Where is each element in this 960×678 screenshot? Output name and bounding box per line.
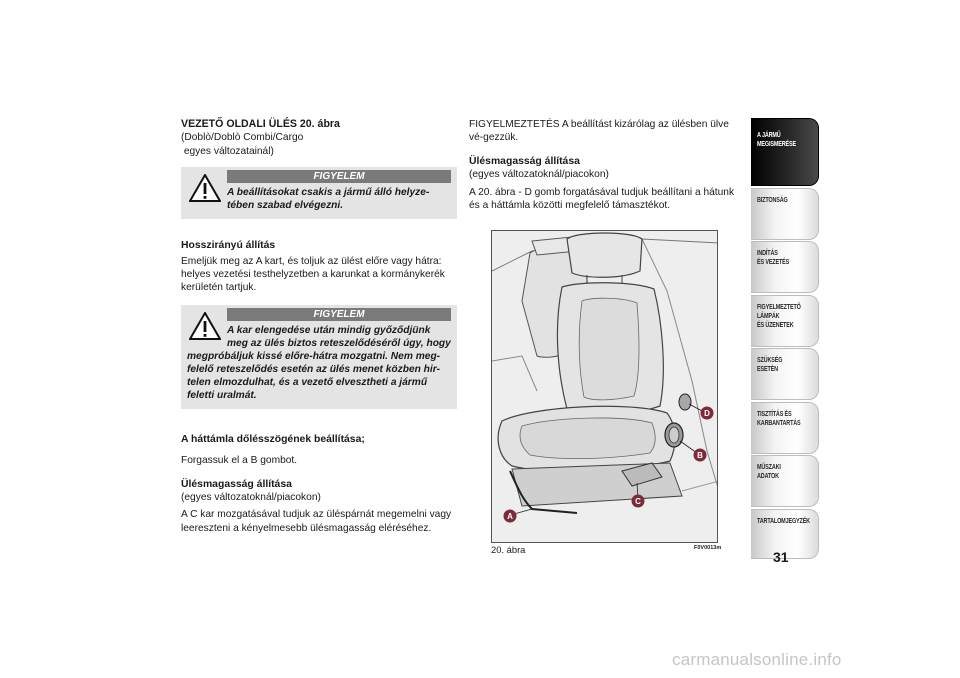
watermark: carmanualsonline.info [672, 650, 842, 669]
height-title-right: Ülésmagasság állítása [469, 155, 580, 167]
height-subtitle: (egyes változatoknál/piacokon) [181, 492, 321, 504]
longitudinal-text: Emeljük meg az A kart, és toljuk az ülést előre vagy hátra: helyes vezetési testhelyzetben a karunkat a kormánykerék kerületén tartjuk. [181, 255, 445, 294]
warning-text: A beállításokat csakis a jármű álló helyze- tében szabad elvégezni. [227, 187, 430, 212]
tab-technical-data[interactable]: MŰSZAKI ADATOK [751, 455, 819, 507]
seat-illustration [492, 231, 718, 543]
warning-triangle-icon [189, 174, 221, 202]
height-text: A C kar mozgatásával tudjuk az üléspárnát megemelni vagy leereszteni a kényelmesebb ülésmagasság eléréséhez. [181, 509, 452, 534]
warning-box-1 [181, 167, 457, 219]
right-column [469, 118, 741, 212]
tab-warning-lights[interactable]: FIGYELMEZTETŐ LÁMPÁK ÉS ÜZENETEK [751, 295, 819, 347]
page-number: 31 [773, 549, 789, 565]
tab-starting-driving[interactable]: INDÍTÁS ÉS VEZETÉS [751, 241, 819, 293]
height-subtitle-right: (egyes változatoknál/piacokon) [469, 169, 609, 181]
section-subtitle-2: egyes változatainál) [181, 145, 274, 157]
warning-head: FIGYELEM [227, 308, 451, 321]
lumbar-text: A 20. ábra - D gomb forgatásával tudjuk beállítani a hátunk és a háttámla közötti megfelelő támasztékot. [469, 186, 735, 212]
tab-vehicle-familiarization[interactable]: A JÁRMŰ MEGISMERÉSE [751, 118, 819, 186]
tab-emergency[interactable]: SZÜKSÉG ESETÉN [751, 348, 819, 400]
section-subtitle: (Doblò/Doblò Combi/Cargo [181, 132, 304, 144]
section-title: VEZETŐ OLDALI ÜLÉS 20. ábra [181, 118, 340, 130]
tab-safety[interactable]: BIZTONSÁG [751, 188, 819, 240]
warning-text: A kar elengedése után mindig győződjünk meg az ülés biztos reteszelődéséről úgy, hogy megpróbáljuk kissé előre-hátra mozgatni. Nem meg-felelő reteszelődés esetén az ülés menet közben hir-telen elmozdulhat, és a vezető elvesztheti a jármű feletti uralmát. [187, 324, 451, 401]
left-column [181, 118, 457, 535]
warning-notice: FIGYELMEZTETÉS A beállítást kizárólag az ülésben ülve vé-gezzük. [469, 119, 729, 144]
label-a: A [507, 512, 513, 521]
chapter-tabs [751, 118, 819, 560]
label-d: D [704, 409, 710, 418]
tab-maintenance[interactable]: TISZTÍTÁS ÉS KARBANTARTÁS [751, 402, 819, 454]
warning-triangle-icon [189, 312, 221, 340]
label-b: B [697, 451, 703, 460]
figure-caption: 20. ábra [491, 544, 526, 555]
warning-box-2 [181, 305, 457, 409]
tab-contents[interactable]: TARTALOMJEGYZÉK [751, 509, 819, 559]
label-c: C [635, 497, 641, 506]
figure-code: F0V0013m [694, 545, 722, 551]
backrest-title: A háttámla dőlésszögének beállítása; [181, 433, 365, 445]
height-title: Ülésmagasság állítása [181, 478, 292, 490]
seat-figure [491, 230, 718, 543]
warning-head: FIGYELEM [227, 170, 451, 183]
backrest-text: Forgassuk el a B gombot. [181, 455, 298, 467]
longitudinal-title: Hosszirányú állítás [181, 240, 276, 252]
